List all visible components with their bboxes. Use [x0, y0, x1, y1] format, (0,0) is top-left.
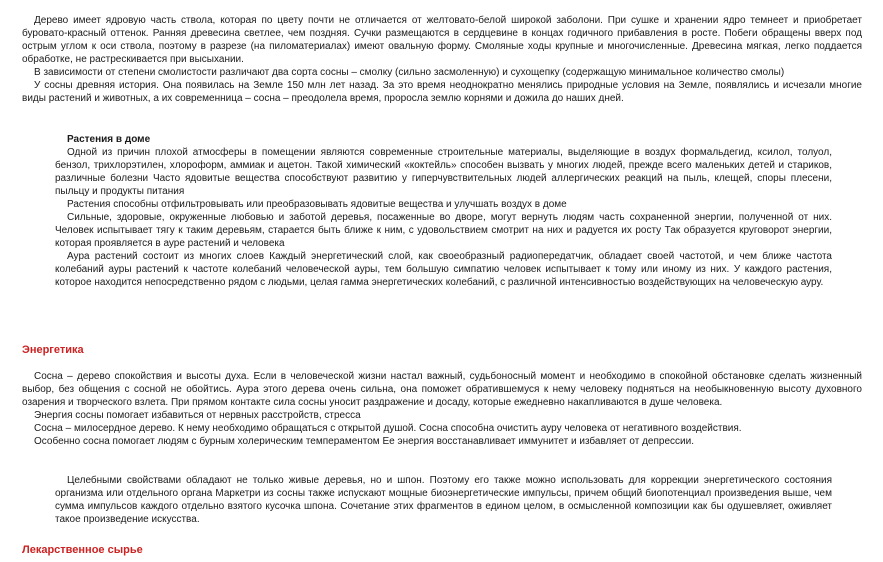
intro-paragraph: У сосны древняя история. Она появилась на Земле 150 млн лет назад. За это время неоднократно менялись природные условия на Земле, появлялись и исчезали многие виды растений и животных, а их современница – сосна – преодолела время, проросла землю корнями и дожила до наших дней.	[22, 80, 862, 104]
intro-paragraph: Дерево имеет ядровую часть ствола, которая по цвету почти не отличается от желтовато-белой широкой заболони. При сушке и хранении ядро темнеет и приобретает буровато-красный оттенок. Ранняя древесина светлее, чем поздняя. Сучки размещаются в сердцевине в концах годичного прибавления в росте. Побеги обращены вверх под острым углом к оси ствола, поэтому в разрезе (на пиломатериалах) имеют овальную форму. Смоляные ходы крупные и многочисленные. Древесина мягкая, легко поддается обработке, не растрескивается при высыхании.	[22, 15, 862, 65]
plants-paragraph: Растения способны отфильтровывать или преобразовывать ядовитые вещества и улучшать воздух в доме	[67, 199, 567, 210]
plants-paragraph: Сильные, здоровые, окруженные любовью и заботой деревья, посаженные во дворе, могут вернуть людям часть сохраненной энергии, полученной от них. Человек испытывает тягу к таким деревьям, старается быть ближе к ним, с удовольствием смотрит на них и радуется их росту Так образуется круговорот энергии, которая проявляется в ауре растений и человека	[55, 212, 832, 249]
energy-paragraph: Сосна – дерево спокойствия и высоты духа. Если в человеческой жизни настал важный, судьбоносный момент и необходимо в спокойной обстановке сделать жизненный выбор, без общения с сосной не обойтись. Аура этого дерева очень сильна, она поможет обратившемуся к нему человеку подняться на необыкновенную высоту духовного озарения и творческого взлета. При прямом контакте сила сосны уносит раздражение и досаду, которые ежедневно накапливаются в душе человека.	[22, 371, 862, 408]
energy-section	[22, 370, 862, 448]
energy-heading: Энергетика	[22, 344, 84, 356]
section-subtitle: Растения в доме	[67, 134, 151, 145]
plants-paragraph: Аура растений состоит из многих слоев Каждый энергетический слой, как своеобразный радиопередатчик, обладает своей частотой, и чем ближе частота колебаний ауры растений к частоте колебаний человеческой ауры, тем большую симпатию человек испытывает к тому или иному из них. У каждого растения, которое находится непосредственно рядом с людьми, целая гамма энергетических колебаний, с различной интенсивностью воздействующих на человеческую ауру.	[55, 251, 832, 288]
intro-paragraph: В зависимости от степени смолистости различают два сорта сосны – смолку (сильно засмоленную) и сухощепку (содержащую минимальное количество смолы)	[34, 67, 785, 78]
plants-paragraph: Одной из причин плохой атмосферы в помещении являются современные строительные материалы, выделяющие в воздух формальдегид, ксилол, толуол, бензол, трихлорэтилен, хлороформ, аммиак и ацетон. Такой химический «коктейль» способен вызвать у многих людей, прежде всего маленьких детей и стариков, различные болезни Часто ядовитые вещества способствуют развитию у гиперчувствительных людей аллергических реакций на пыль, клещей, споры плесени, пыльцу и продукты питания	[55, 147, 832, 197]
intro-section	[22, 14, 862, 105]
energy-paragraph: Сосна – милосердное дерево. К нему необходимо обращаться с открытой душой. Сосна способна очистить ауру человека от негативного воздействия.	[34, 423, 742, 434]
veneer-section	[55, 474, 832, 526]
energy-paragraph: Особенно сосна помогает людям с бурным холерическим темпераментом Ее энергия восстанавливает иммунитет и избавляет от депрессии.	[34, 436, 694, 447]
plants-section	[55, 133, 832, 289]
medicinal-heading: Лекарственное сырье	[22, 544, 143, 556]
energy-paragraph: Энергия сосны помогает избавиться от нервных расстройств, стресса	[34, 410, 361, 421]
veneer-paragraph: Целебными свойствами обладают не только живые деревья, но и шпон. Поэтому его также можно использовать для коррекции энергетического состояния организма или отдельного органа Маркетри из сосны также испускают мощные биоэнергетические импульсы, причем общий биопотенциал произведения выше, чем сумма импульсов каждого отдельно взятого кусочка шпона. Сочетание этих фрагментов в едином целом, в осмысленной композиции как бы одушевляет, оживляет такое произведение искусства.	[55, 475, 832, 525]
